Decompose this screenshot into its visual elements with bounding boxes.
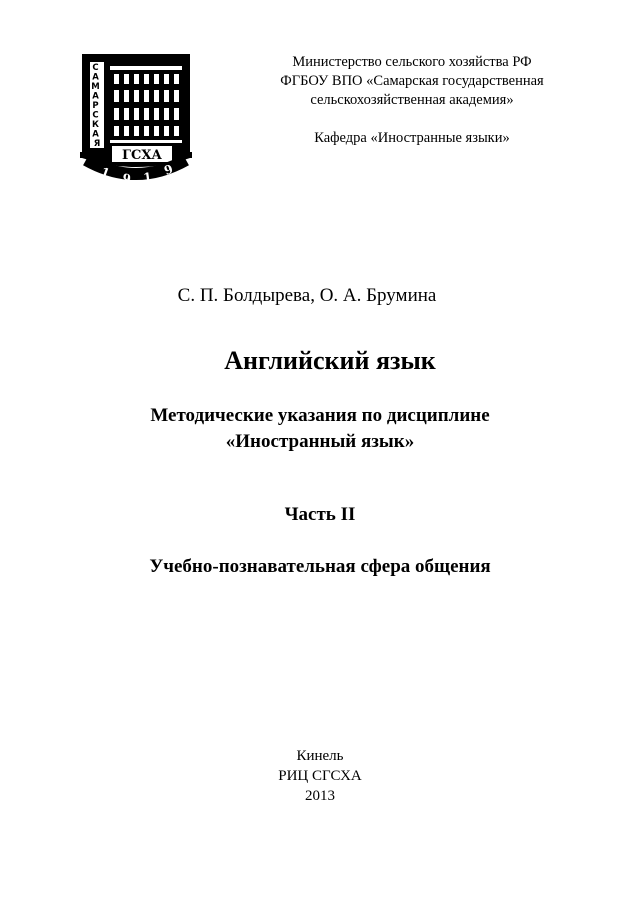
svg-text:1: 1 xyxy=(142,169,153,185)
header-block xyxy=(236,53,588,148)
department-line: Кафедра «Иностранные языки» xyxy=(314,130,510,146)
subtitle-line-1: Методические указания по дисциплине xyxy=(150,405,490,426)
ministry-line: Министерство сельского хозяйства РФ xyxy=(292,54,532,70)
imprint-block xyxy=(220,746,420,806)
imprint-city: Кинель xyxy=(296,748,344,764)
subtitle xyxy=(100,403,540,455)
svg-text:9: 9 xyxy=(121,171,132,187)
logo-abbr: ГСХА xyxy=(122,148,162,163)
part-label: Часть II xyxy=(284,504,356,525)
sphere-label: Учебно-познавательная сфера общения xyxy=(149,556,491,577)
logo-vertical-text: С А М А Р С К А Я xyxy=(91,63,101,149)
svg-text:1: 1 xyxy=(98,164,112,181)
imprint-publisher: РИЦ СГСХА xyxy=(278,768,362,784)
imprint-year: 2013 xyxy=(305,788,335,804)
subtitle-line-2: «Иностранный язык» xyxy=(225,431,415,452)
svg-text:9: 9 xyxy=(162,161,175,178)
academy-logo xyxy=(72,48,200,188)
institution-line-2: сельскохозяйственная академия» xyxy=(310,92,514,108)
institution-line-1: ФГБОУ ВПО «Самарская государственная xyxy=(280,73,544,89)
authors: С. П. Болдырева, О. А. Брумина xyxy=(177,285,437,306)
book-title: Английский язык xyxy=(224,346,436,375)
